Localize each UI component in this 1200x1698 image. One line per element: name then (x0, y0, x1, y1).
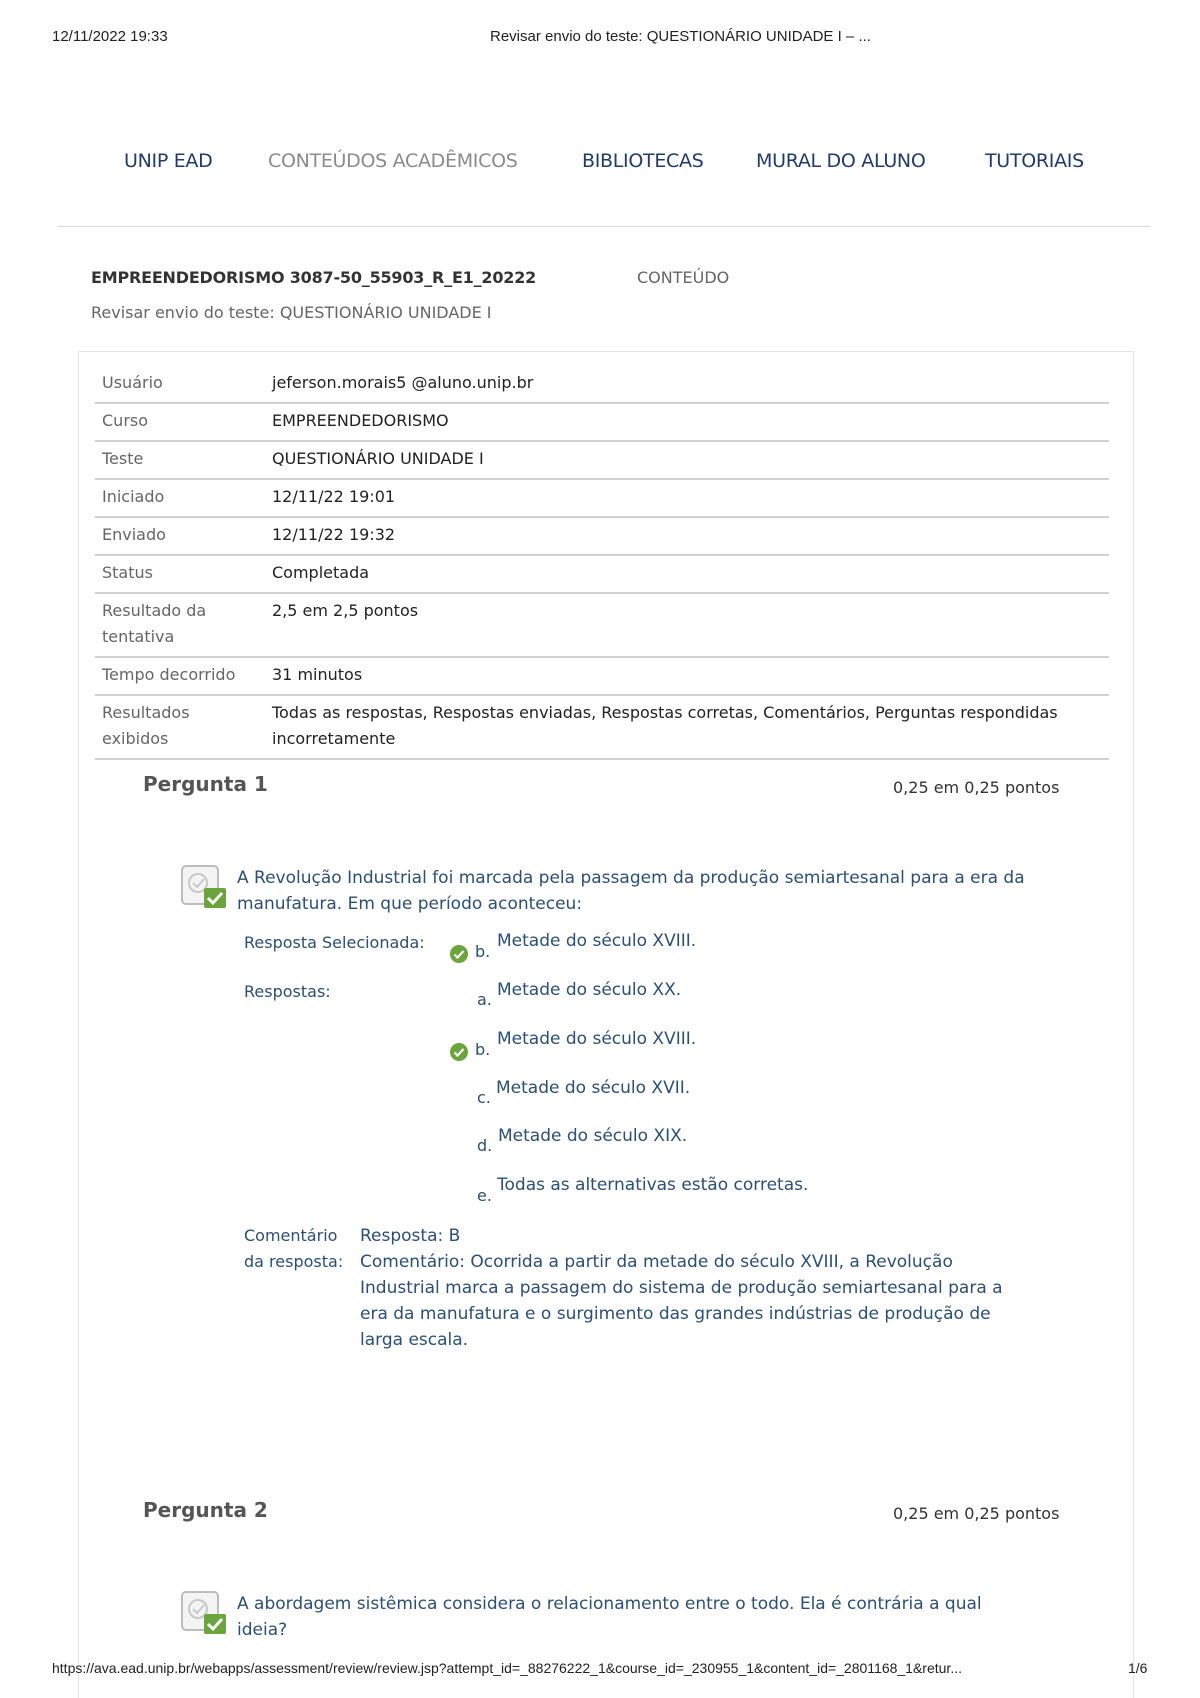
question-1-text: A Revolução Industrial foi marcada pela passagem da produção semiartesanal para a era da manufatura. Em que período aconteceu: (237, 868, 1025, 914)
selected-answer-text: Metade do século XVIII. (497, 931, 697, 951)
page-url: https://ava.ead.unip.br/webapps/assessment/review/review.jsp?attempt_id=_88276222_1&course_id=_230955_1&content_id=_2801168_1&retur... (52, 1660, 962, 1676)
info-label: Teste (95, 441, 265, 479)
info-label: Enviado (95, 517, 265, 555)
print-header (0, 28, 1200, 48)
correct-check-icon (450, 945, 468, 963)
answer-comment-label: Comentário da resposta: (244, 1226, 344, 1271)
table-row (95, 441, 1109, 479)
question-2-points: 0,25 em 0,25 pontos (893, 1504, 1060, 1523)
nav-divider (58, 226, 1150, 227)
info-label: Usuário (95, 366, 265, 403)
table-row (95, 366, 1109, 403)
question-2-text: A abordagem sistêmica considera o relacionamento entre o todo. Ela é contrária a qual ideia? (237, 1594, 982, 1640)
print-page-title: Revisar envio do teste: QUESTIONÁRIO UNIDADE I – ... (490, 28, 871, 45)
answer-comment (360, 1223, 1020, 1353)
info-value: jeferson.morais5 @aluno.unip.br (265, 366, 1109, 403)
answer-text: Metade do século XVII. (496, 1078, 691, 1098)
answer-text: Metade do século XIX. (498, 1126, 688, 1146)
nav-item-mural-do-aluno[interactable]: MURAL DO ALUNO (756, 150, 926, 172)
info-value: 12/11/22 19:01 (265, 479, 1109, 517)
info-value: Todas as respostas, Respostas enviadas, Respostas corretas, Comentários, Perguntas respondidas incorretamente (265, 695, 1109, 759)
nav-item-tutoriais[interactable]: TUTORIAIS (985, 150, 1084, 172)
answer-letter: c. (477, 1088, 491, 1107)
table-row (95, 555, 1109, 593)
nav-item-unip-ead[interactable]: UNIP EAD (124, 150, 213, 172)
answers-label: Respostas: (244, 982, 331, 1001)
answer-text: Metade do século XX. (497, 980, 682, 1000)
correct-check-icon (450, 1043, 468, 1061)
table-row (95, 479, 1109, 517)
comment-answer: Resposta: B (360, 1226, 461, 1246)
answer-text: Metade do século XVIII. (497, 1029, 697, 1049)
answer-letter: d. (477, 1136, 493, 1155)
info-value: 31 minutos (265, 657, 1109, 695)
question-1-title: Pergunta 1 (143, 772, 268, 796)
answer-text: Todas as alternativas estão corretas. (497, 1175, 809, 1195)
info-label: Status (95, 555, 265, 593)
info-label: Resultados exibidos (95, 695, 265, 759)
info-label: Iniciado (95, 479, 265, 517)
table-row (95, 403, 1109, 441)
info-value: QUESTIONÁRIO UNIDADE I (265, 441, 1109, 479)
answer-letter: b. (475, 1040, 491, 1059)
attempt-info-table (95, 366, 1109, 760)
course-title[interactable]: EMPREENDEDORISMO 3087-50_55903_R_E1_20222 (91, 268, 537, 287)
page-title: Revisar envio do teste: QUESTIONÁRIO UNIDADE I (91, 303, 492, 322)
nav-item-bibliotecas[interactable]: BIBLIOTECAS (582, 150, 704, 172)
course-content-link[interactable]: CONTEÚDO (637, 268, 730, 287)
top-navigation (0, 150, 1200, 180)
table-row (95, 517, 1109, 555)
info-value: EMPREENDEDORISMO (265, 403, 1109, 441)
info-value: Completada (265, 555, 1109, 593)
answer-letter: e. (477, 1186, 492, 1205)
question-correct-icon (180, 1590, 228, 1636)
question-2-title: Pergunta 2 (143, 1498, 268, 1522)
info-label: Tempo decorrido (95, 657, 265, 695)
print-date: 12/11/2022 19:33 (52, 28, 168, 45)
table-row (95, 657, 1109, 695)
selected-answer-label: Resposta Selecionada: (244, 933, 425, 952)
table-row (95, 593, 1109, 657)
print-footer (0, 1660, 1200, 1680)
info-value: 2,5 em 2,5 pontos (265, 593, 1109, 657)
comment-text: Comentário: Ocorrida a partir da metade do século XVIII, a Revolução Industrial marca a passagem do sistema de produção semiartesanal para a era da manufatura e o surgimento das grandes indústrias de produção de larga escala. (360, 1252, 1003, 1350)
nav-item-conteudos-academicos[interactable]: CONTEÚDOS ACADÊMICOS (268, 150, 518, 172)
page-number: 1/6 (1128, 1660, 1148, 1676)
info-label: Resultado da tentativa (95, 593, 265, 657)
selected-answer-letter: b. (475, 942, 491, 961)
question-1-points: 0,25 em 0,25 pontos (893, 778, 1060, 797)
info-value: 12/11/22 19:32 (265, 517, 1109, 555)
info-label: Curso (95, 403, 265, 441)
answer-letter: a. (477, 990, 492, 1009)
question-correct-icon (180, 864, 228, 910)
